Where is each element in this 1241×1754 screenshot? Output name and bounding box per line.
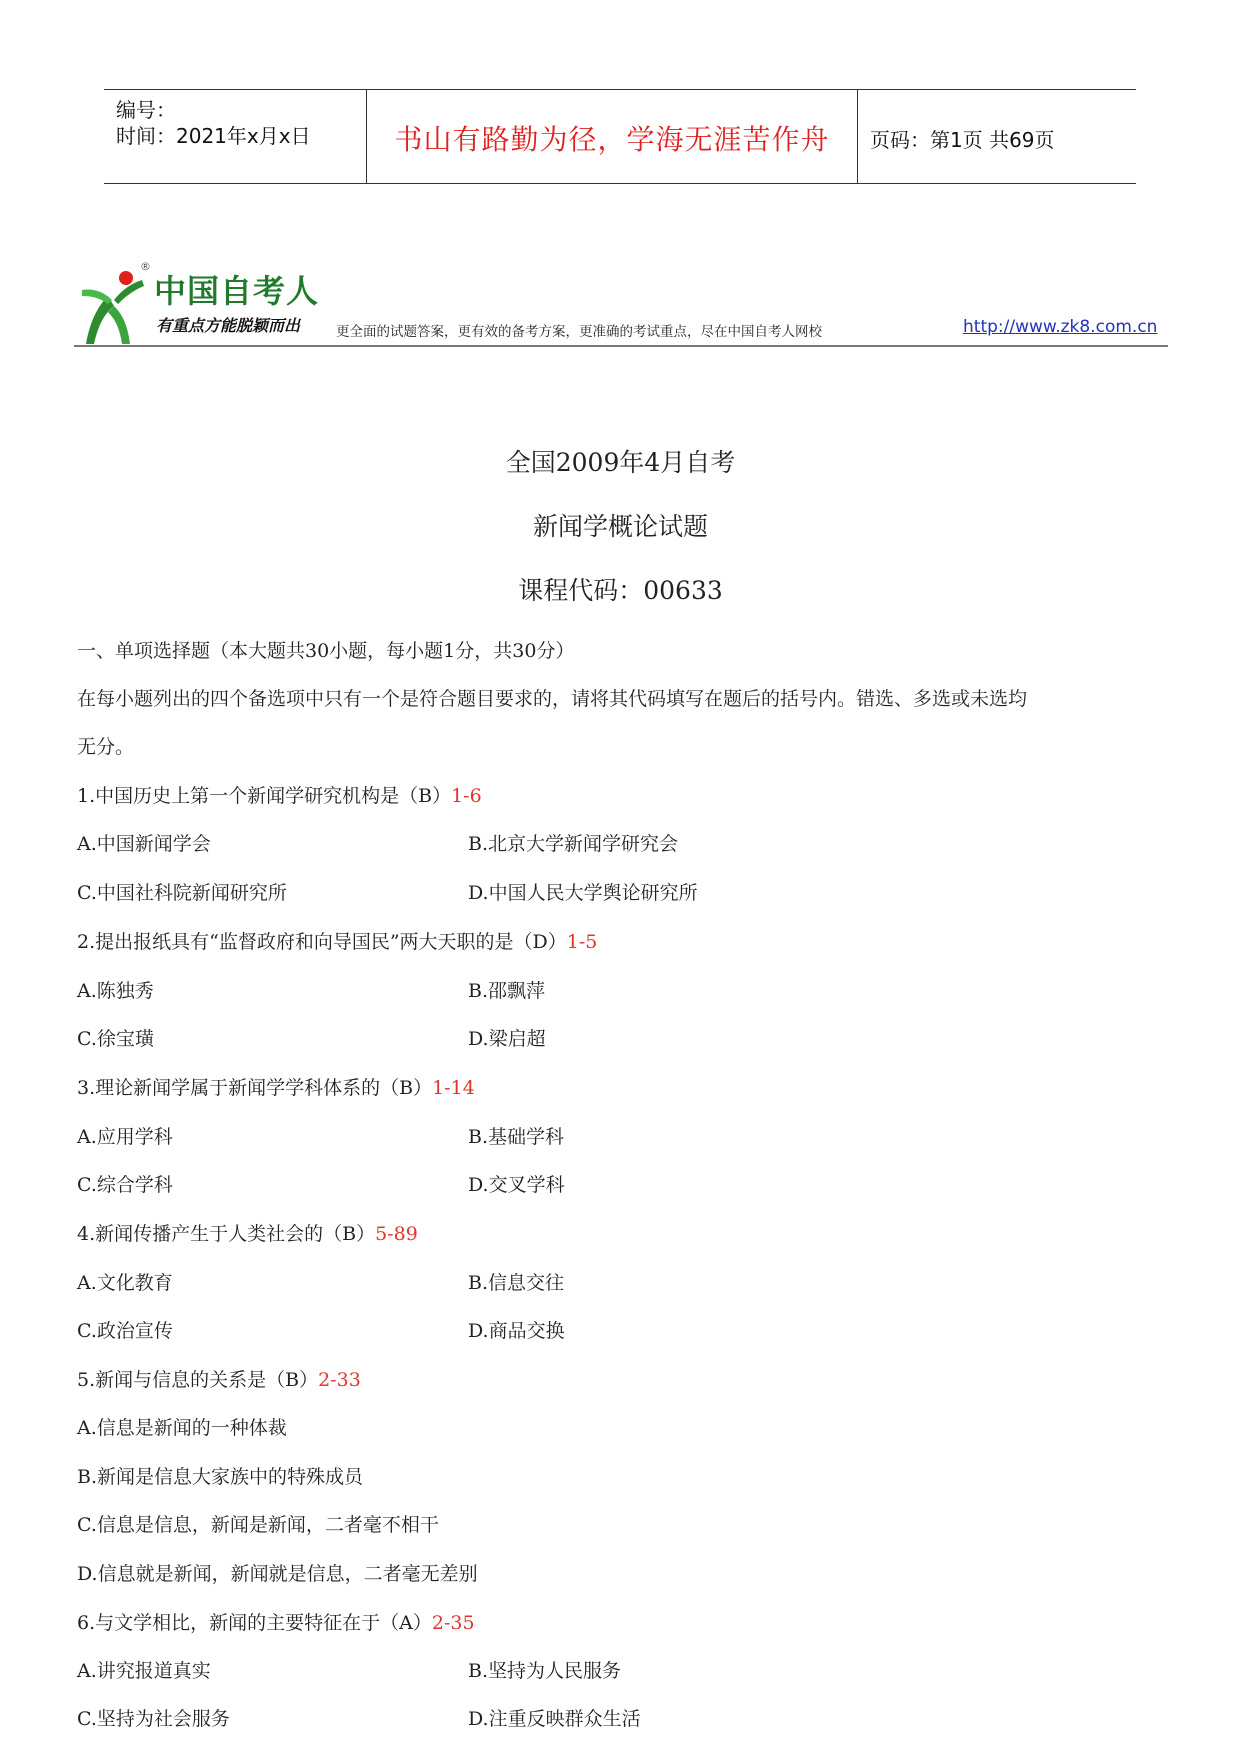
runner-logo-icon	[78, 266, 150, 346]
option-a: A.中国新闻学会	[77, 833, 211, 855]
option-b: B.基础学科	[468, 1126, 565, 1148]
page-reference: 1-6	[451, 785, 482, 807]
page-reference: 1-5	[566, 931, 598, 953]
instruction-line-1: 在每小题列出的四个备选项中只有一个是符合题目要求的，请将其代码填写在题后的括号内。错选、多选或未选均	[77, 688, 1028, 710]
site-link[interactable]: http://www.zk8.com.cn	[963, 317, 1158, 337]
question-stem	[77, 927, 597, 954]
instruction-line-2: 无分。	[77, 736, 135, 758]
section-heading: 一、单项选择题（本大题共30小题，每小题1分，共30分）	[77, 640, 575, 662]
option-a: A.应用学科	[77, 1126, 173, 1148]
serial-label: 编号：	[116, 98, 176, 122]
question-text: 5.新闻与信息的关系是（B）	[77, 1369, 319, 1391]
option-c: C.综合学科	[77, 1174, 173, 1196]
option-a: A.讲究报道真实	[77, 1660, 211, 1682]
question-stem	[77, 1365, 361, 1392]
banner-tagline: 更全面的试题答案，更有效的备考方案，更准确的考试重点，尽在中国自考人网校	[336, 324, 822, 340]
option-c: C.徐宝璜	[77, 1028, 154, 1050]
option-b: B.北京大学新闻学研究会	[468, 833, 679, 855]
option-a: A.陈独秀	[77, 980, 154, 1002]
question-stem	[77, 1219, 418, 1246]
option-a: A.文化教育	[77, 1272, 173, 1294]
site-banner	[74, 258, 1168, 350]
option-c: C.中国社科院新闻研究所	[77, 882, 287, 904]
option-b: B.新闻是信息大家族中的特殊成员	[77, 1466, 364, 1488]
course-code: 课程代码：00633	[518, 576, 723, 605]
question-text: 2.提出报纸具有“监督政府和向导国民”两大天职的是（D）	[77, 931, 567, 953]
header-meta-cell	[104, 90, 367, 183]
option-d: D.交叉学科	[468, 1174, 565, 1196]
question-stem	[77, 1608, 475, 1635]
option-b: B.坚持为人民服务	[468, 1660, 622, 1682]
logo-title: 中国自考人	[154, 272, 320, 310]
option-d: D.商品交换	[468, 1320, 565, 1342]
option-a: A.信息是新闻的一种体裁	[77, 1417, 287, 1439]
header-motto-cell	[367, 90, 858, 183]
logo-slogan: 有重点方能脱颖而出	[156, 316, 301, 335]
question-text: 3.理论新闻学属于新闻学学科体系的（B）	[77, 1077, 433, 1099]
page-info: 页码：第1页 共69页	[870, 128, 1055, 152]
subject-title: 新闻学概论试题	[532, 512, 708, 541]
option-d: D.信息就是新闻，新闻就是信息，二者毫无差别	[77, 1563, 478, 1585]
question-text: 4.新闻传播产生于人类社会的（B）	[77, 1223, 376, 1245]
page-reference: 1-14	[432, 1077, 475, 1099]
registered-mark: ®	[140, 260, 151, 273]
motto: 书山有路勤为径，学海无涯苦作舟	[394, 123, 830, 156]
page-reference: 2-33	[318, 1369, 361, 1391]
option-d: D.中国人民大学舆论研究所	[468, 882, 698, 904]
question-stem	[77, 1073, 475, 1100]
time-label: 时间：2021年x月x日	[116, 124, 311, 148]
option-d: D.注重反映群众生活	[468, 1708, 641, 1730]
page-header	[104, 89, 1136, 184]
option-d: D.梁启超	[468, 1028, 546, 1050]
question-stem	[77, 781, 482, 808]
option-b: B.邵飘萍	[468, 980, 546, 1002]
option-c: C.坚持为社会服务	[77, 1708, 230, 1730]
header-page-cell	[858, 90, 1136, 183]
option-c: C.信息是信息，新闻是新闻，二者毫不相干	[77, 1514, 439, 1536]
question-text: 1.中国历史上第一个新闻学研究机构是（B）	[77, 785, 452, 807]
option-b: B.信息交往	[468, 1272, 565, 1294]
banner-divider	[74, 345, 1168, 347]
page-reference: 5-89	[375, 1223, 418, 1245]
question-text: 6.与文学相比，新闻的主要特征在于（A）	[77, 1612, 432, 1634]
page-reference: 2-35	[431, 1612, 475, 1634]
exam-title: 全国2009年4月自考	[505, 448, 736, 477]
option-c: C.政治宣传	[77, 1320, 173, 1342]
